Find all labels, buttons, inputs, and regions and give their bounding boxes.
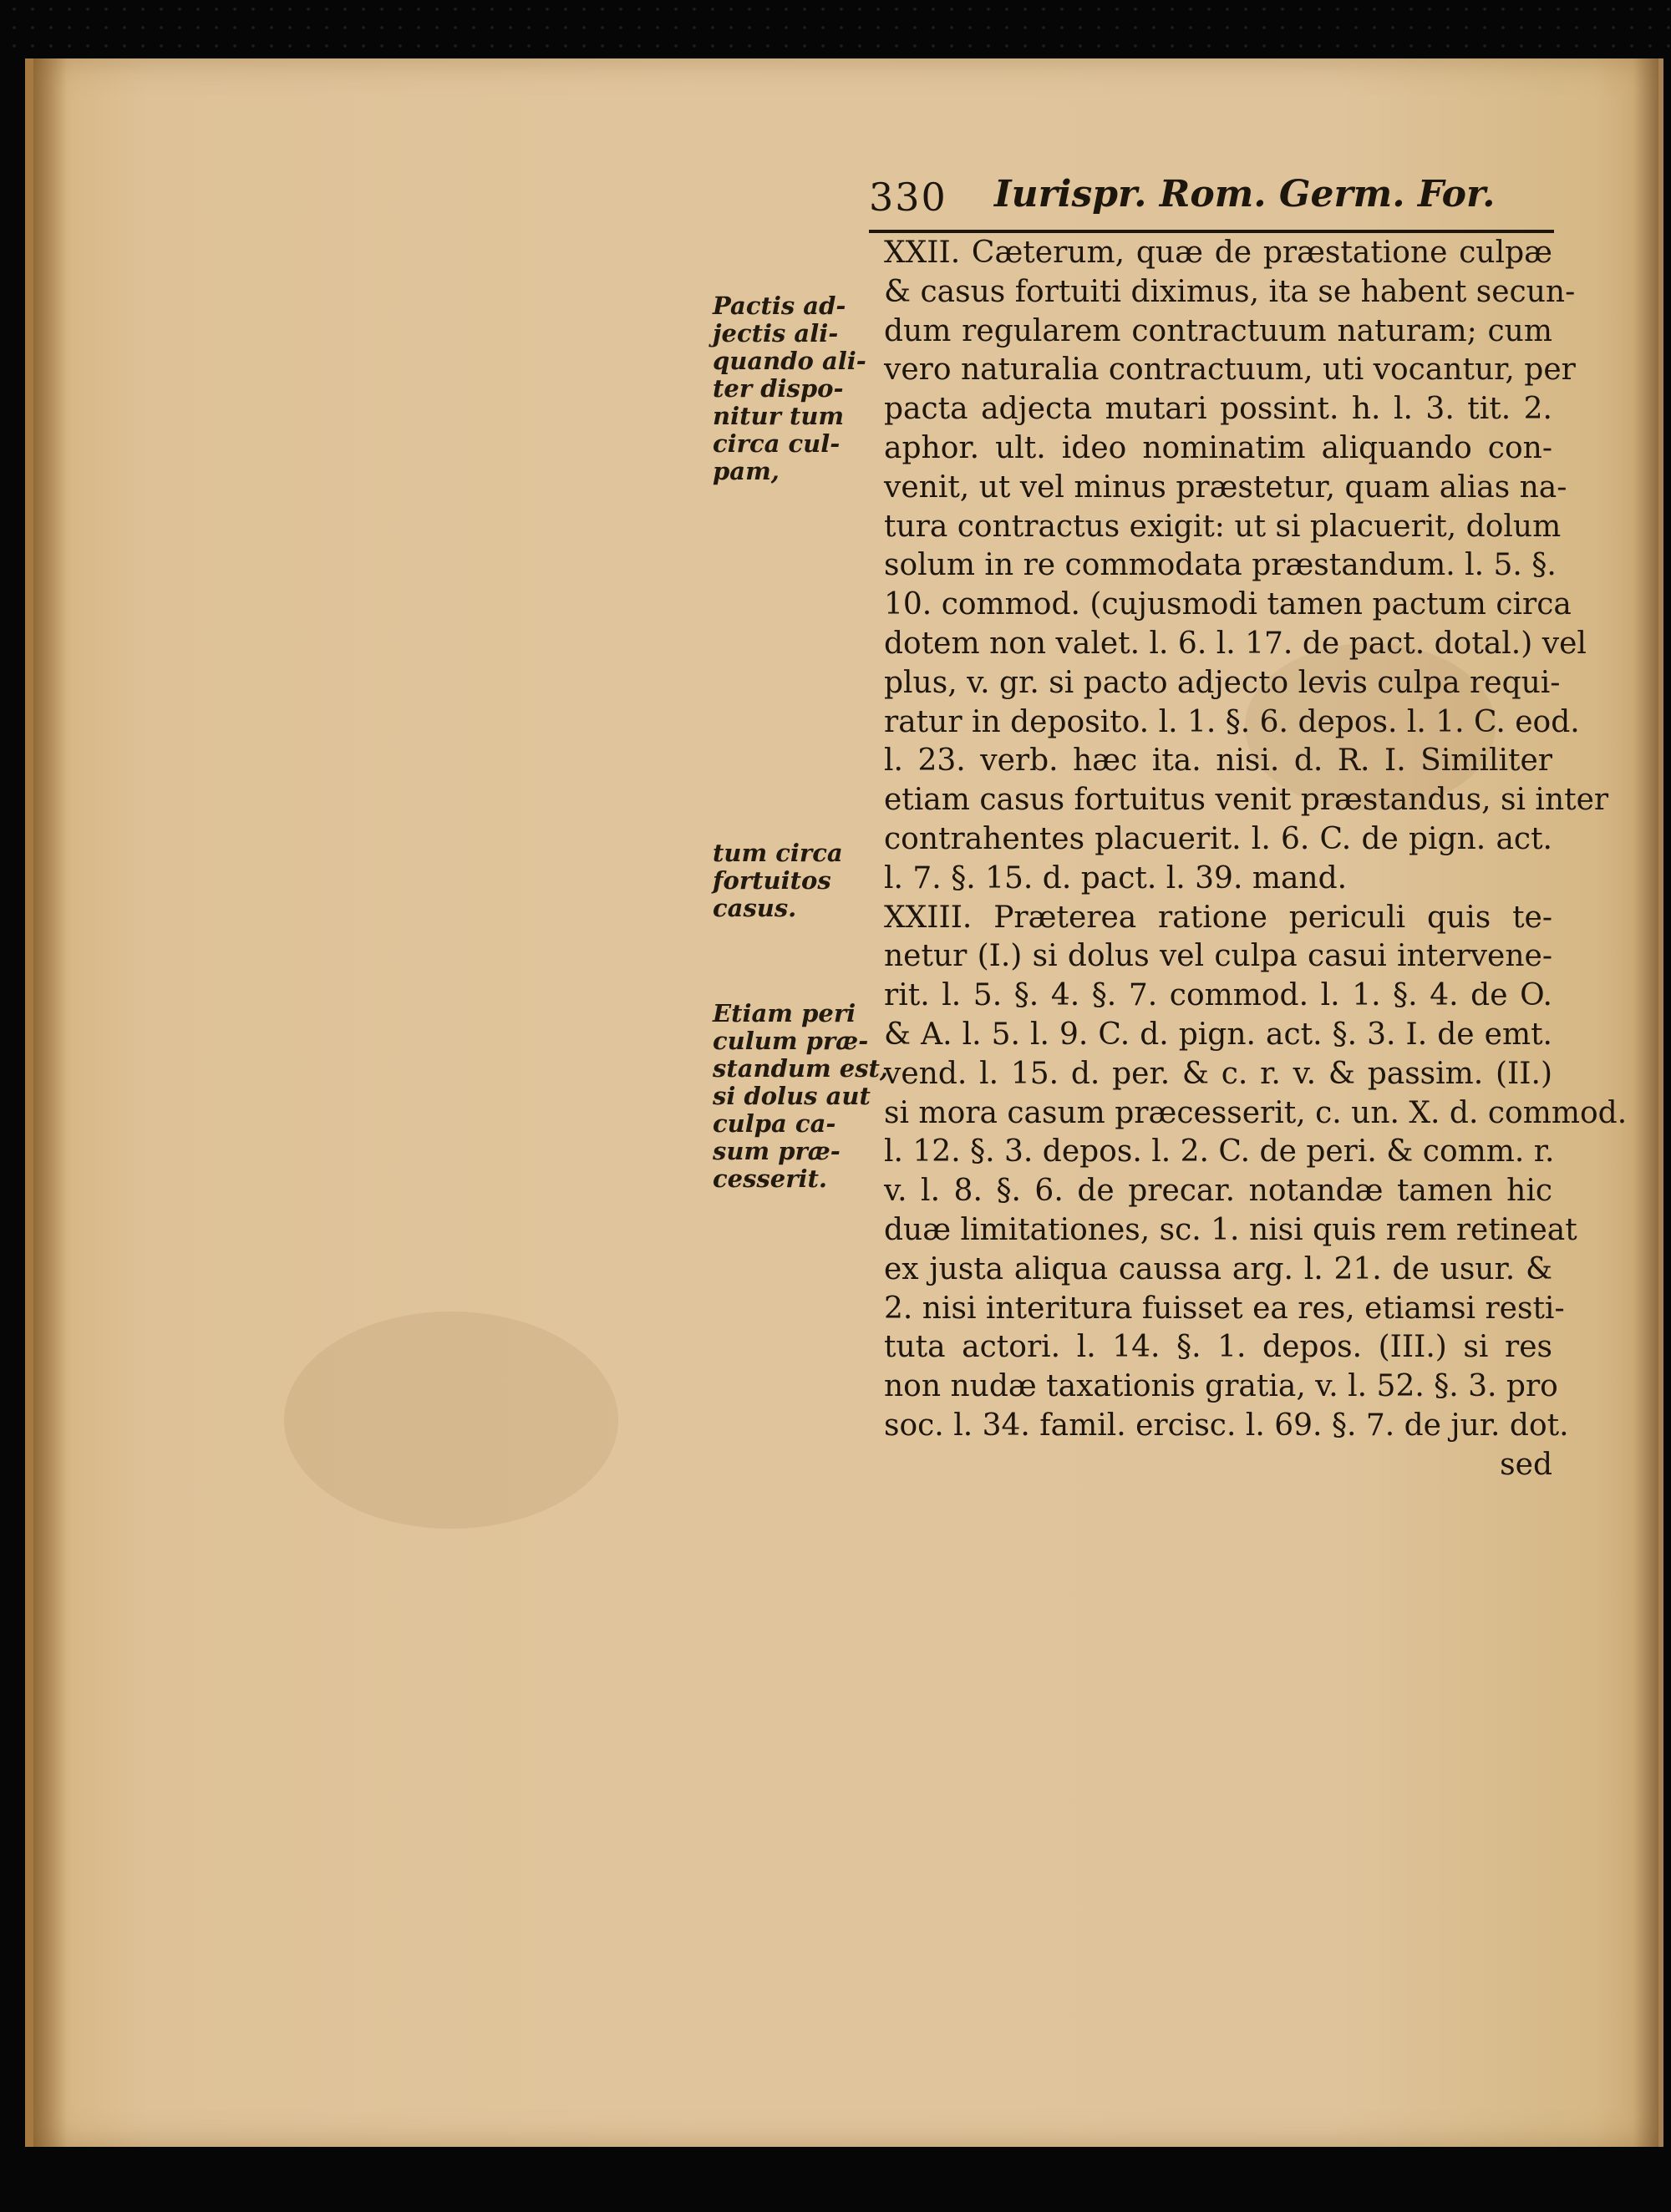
text-line: & A. l. 5. l. 9. C. d. pign. act. §. 3. I. de emt. [884,1017,1552,1052]
text-line: ratur in deposito. l. 1. §. 6. depos. l. 1. C. eod. [884,704,1580,739]
text-line: pacta adjecta mutari possint. h. l. 3. tit. 2. [884,392,1552,427]
margin-note-periculum: Etiam peri culum præ- standum est, si dolus aut culpa ca- sum præ- cesserit. [713,999,889,1193]
text-line: l. 12. §. 3. depos. l. 2. C. de peri. & comm. r. [884,1134,1555,1169]
text-line: dum regularem contractuum naturam; cum [884,313,1552,348]
text-line: aphor. ult. ideo nominatim aliquando con- [884,430,1552,465]
text-line: ex justa aliqua caussa arg. l. 21. de usur. & [884,1251,1552,1286]
text-line: soc. l. 34. famil. ercisc. l. 69. §. 7. de jur. dot. [884,1408,1569,1443]
text-line: l. 7. §. 15. d. pact. l. 39. mand. [884,860,1348,895]
text-line: l. 23. verb. hæc ita. nisi. d. R. I. Similiter [884,743,1552,779]
text-line: vend. l. 15. d. per. & c. r. v. & passim. (II.) [884,1056,1552,1091]
paper-stain [284,1311,618,1529]
text-line: solum in re commodata præstandum. l. 5. §. [884,548,1557,583]
text-line: tura contractus exigit: ut si placuerit, dolum [884,509,1562,544]
text-line: dotem non valet. l. 6. l. 17. de pact. dotal.) vel [884,626,1587,661]
text-line: plus, v. gr. si pacto adjecto levis culpa requi- [884,665,1561,700]
text-line: contrahentes placuerit. l. 6. C. de pign. act. [884,821,1552,856]
text-line: etiam casus fortuitus venit præstandus, si inter [884,783,1609,818]
text-line: si mora casum præcesserit, c. un. X. d. commod. [884,1095,1628,1130]
page-edge-shadow [1633,58,1658,2147]
text-line: 2. nisi interitura fuisset ea res, etiamsi resti- [884,1291,1565,1326]
text-line: netur (I.) si dolus vel culpa casui intervene- [884,939,1552,974]
margin-note-pactis: Pactis ad- jectis ali- quando ali- ter dispo- nitur tum circa cul- pam, [713,292,866,485]
text-line: non nudæ taxationis gratia, v. l. 52. §. 3. pro [884,1369,1558,1404]
scanner-dot-border [0,0,1671,58]
text-line: XXIII. Præterea ratione periculi quis te- [884,900,1552,935]
text-line: v. l. 8. §. 6. de precar. notandæ tamen hic [884,1174,1552,1209]
text-line: & casus fortuiti diximus, ita se habent secun- [884,274,1576,309]
main-text [884,234,1628,1485]
catchword: sed [1500,1447,1552,1482]
running-header [869,171,1554,233]
text-line: 10. commod. (cujusmodi tamen pactum circa [884,587,1572,622]
text-line: XXII. Cæterum, quæ de præstatione culpæ [884,236,1552,270]
text-line: tuta actori. l. 14. §. 1. depos. (III.) si res [884,1330,1552,1365]
page-number: 330 [869,175,947,220]
margin-note-fortuitos: tum circa fortuitos casus. [713,839,843,922]
text-line: vero naturalia contractuum, uti vocantur, per [884,353,1576,388]
running-title: Iurispr. Rom. Germ. For. [994,173,1496,216]
text-line: rit. l. 5. §. 4. §. 7. commod. l. 1. §. 4. de O. [884,978,1552,1013]
text-line: venit, ut vel minus præstetur, quam alias na- [884,469,1567,505]
text-line: duæ limitationes, sc. 1. nisi quis rem retineat [884,1212,1577,1247]
